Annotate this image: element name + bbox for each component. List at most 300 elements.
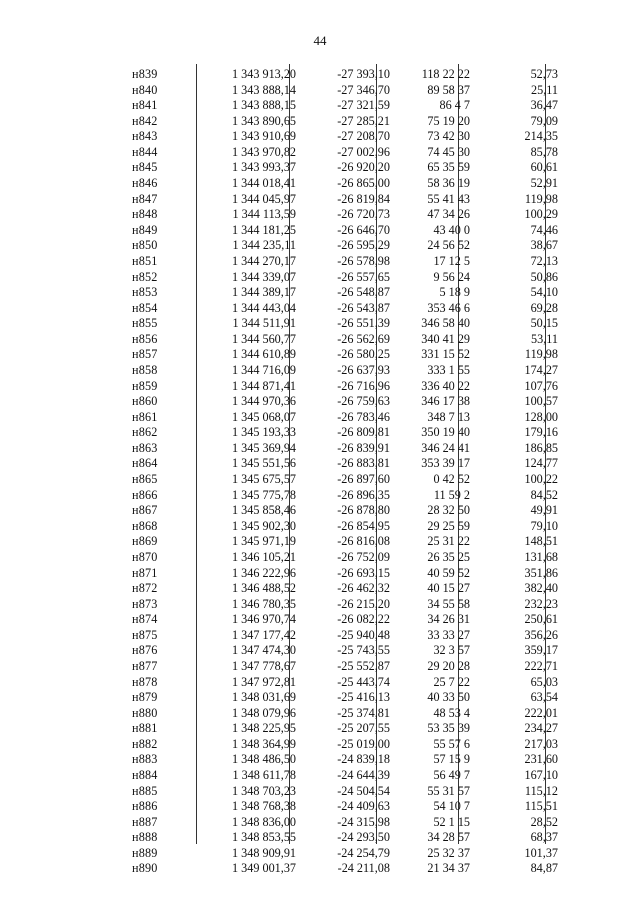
table-row [118,472,573,488]
bearing-cell: 353 46 6 [427,300,470,315]
y-coordinate-cell: -25 019,00 [337,736,390,751]
y-coordinate-cell: -27 321,59 [337,98,390,113]
bearing-cell: 336 40 22 [421,378,470,393]
length-cell: 38,67 [530,238,558,253]
bearing-cell: 34 55 58 [427,596,470,611]
bearing-cell: 346 58 40 [421,316,470,331]
y-coordinate-cell: -24 293,50 [337,830,390,845]
point-id-cell: н855 [132,316,158,331]
table-row [118,503,573,519]
table-row [118,332,573,348]
x-coordinate-cell: 1 343 890,65 [232,113,296,128]
x-coordinate-cell: 1 345 193,33 [232,425,296,440]
table-row [118,597,573,613]
point-id-cell: н841 [132,98,158,113]
bearing-cell: 0 42 52 [433,472,470,487]
length-cell: 234,27 [524,721,558,736]
point-id-cell: н856 [132,331,158,346]
y-coordinate-cell: -24 254,79 [337,845,390,860]
x-coordinate-cell: 1 344 560,77 [232,331,296,346]
bearing-cell: 58 36 19 [427,176,470,191]
bearing-cell: 331 15 52 [421,347,470,362]
table-row [118,784,573,800]
y-coordinate-cell: -27 346,70 [337,82,390,97]
x-coordinate-cell: 1 348 909,91 [232,845,296,860]
x-coordinate-cell: 1 348 853,55 [232,830,296,845]
bearing-cell: 28 32 50 [427,503,470,518]
y-coordinate-cell: -27 208,70 [337,129,390,144]
point-id-cell: н890 [132,861,158,876]
length-cell: 68,37 [530,830,558,845]
table-row [118,425,573,441]
length-cell: 79,09 [530,113,558,128]
length-cell: 28,52 [530,814,558,829]
point-id-cell: н863 [132,440,158,455]
length-cell: 128,00 [524,409,558,424]
length-cell: 174,27 [524,362,558,377]
bearing-cell: 55 31 57 [427,783,470,798]
x-coordinate-cell: 1 347 474,30 [232,643,296,658]
x-coordinate-cell: 1 344 181,25 [232,222,296,237]
y-coordinate-cell: -25 207,55 [337,721,390,736]
point-id-cell: н845 [132,160,158,175]
length-cell: 100,57 [524,394,558,409]
bearing-cell: 65 35 59 [427,160,470,175]
point-id-cell: н852 [132,269,158,284]
table-row [118,83,573,99]
point-id-cell: н848 [132,207,158,222]
y-coordinate-cell: -26 578,98 [337,253,390,268]
table-row [118,861,573,877]
length-cell: 186,85 [524,440,558,455]
bearing-cell: 26 35 25 [427,549,470,564]
y-coordinate-cell: -26 082,22 [337,612,390,627]
bearing-cell: 89 58 37 [427,82,470,97]
table-row [118,238,573,254]
table-row [118,675,573,691]
y-coordinate-cell: -26 897,60 [337,472,390,487]
table-row [118,176,573,192]
x-coordinate-cell: 1 343 910,69 [232,129,296,144]
y-coordinate-cell: -26 720,73 [337,207,390,222]
length-cell: 54,10 [530,285,558,300]
x-coordinate-cell: 1 347 972,81 [232,674,296,689]
table-row [118,254,573,270]
y-coordinate-cell: -26 646,70 [337,222,390,237]
x-coordinate-cell: 1 343 888,14 [232,82,296,97]
table-row [118,846,573,862]
table-row [118,830,573,846]
length-cell: 119,98 [524,347,558,362]
y-coordinate-cell: -27 285,21 [337,113,390,128]
y-coordinate-cell: -25 743,55 [337,643,390,658]
y-coordinate-cell: -26 693,15 [337,565,390,580]
point-id-cell: н847 [132,191,158,206]
length-cell: 36,47 [530,98,558,113]
y-coordinate-cell: -26 562,69 [337,331,390,346]
bearing-cell: 43 40 0 [433,222,470,237]
point-id-cell: н877 [132,658,158,673]
point-id-cell: н865 [132,472,158,487]
table-row [118,129,573,145]
x-coordinate-cell: 1 348 031,69 [232,690,296,705]
x-coordinate-cell: 1 344 970,36 [232,394,296,409]
bearing-cell: 25 7 22 [433,674,470,689]
y-coordinate-cell: -26 637,93 [337,362,390,377]
bearing-cell: 40 15 27 [427,581,470,596]
point-id-cell: н861 [132,409,158,424]
table-row [118,519,573,535]
length-cell: 50,86 [530,269,558,284]
bearing-cell: 52 1 15 [433,814,470,829]
x-coordinate-cell: 1 343 888,15 [232,98,296,113]
table-row [118,67,573,83]
y-coordinate-cell: -26 759,63 [337,394,390,409]
y-coordinate-cell: -24 211,08 [337,861,390,876]
table-row [118,534,573,550]
length-cell: 52,91 [530,176,558,191]
length-cell: 115,51 [524,799,558,814]
point-id-cell: н879 [132,690,158,705]
y-coordinate-cell: -24 409,63 [337,799,390,814]
length-cell: 69,28 [530,300,558,315]
table-row [118,659,573,675]
bearing-cell: 40 59 52 [427,565,470,580]
length-cell: 85,78 [530,144,558,159]
x-coordinate-cell: 1 344 045,97 [232,191,296,206]
point-id-cell: н866 [132,487,158,502]
y-coordinate-cell: -26 752,09 [337,549,390,564]
length-cell: 359,17 [524,643,558,658]
bearing-cell: 75 19 20 [427,113,470,128]
table-row [118,98,573,114]
bearing-cell: 33 33 27 [427,627,470,642]
length-cell: 50,15 [530,316,558,331]
table-row [118,394,573,410]
point-id-cell: н854 [132,300,158,315]
point-id-cell: н869 [132,534,158,549]
table-row [118,379,573,395]
y-coordinate-cell: -26 854,95 [337,518,390,533]
bearing-cell: 25 32 37 [427,845,470,860]
bearing-cell: 118 22 22 [421,67,470,81]
bearing-cell: 348 7 13 [427,409,470,424]
bearing-cell: 333 1 55 [427,362,470,377]
bearing-cell: 25 31 22 [427,534,470,549]
x-coordinate-cell: 1 347 778,67 [232,658,296,673]
table-row [118,207,573,223]
table-row [118,114,573,130]
length-cell: 25,11 [531,82,558,97]
y-coordinate-cell: -26 920,20 [337,160,390,175]
table-row [118,752,573,768]
point-id-cell: н859 [132,378,158,393]
x-coordinate-cell: 1 345 675,57 [232,472,296,487]
point-id-cell: н862 [132,425,158,440]
coordinates-table-body [118,67,573,877]
bearing-cell: 53 35 39 [427,721,470,736]
point-id-cell: н867 [132,503,158,518]
x-coordinate-cell: 1 345 775,78 [232,487,296,502]
point-id-cell: н882 [132,736,158,751]
table-row [118,301,573,317]
point-id-cell: н853 [132,285,158,300]
y-coordinate-cell: -26 883,81 [337,456,390,471]
x-coordinate-cell: 1 344 339,07 [232,269,296,284]
table-row [118,270,573,286]
bearing-cell: 29 25 59 [427,518,470,533]
x-coordinate-cell: 1 348 364,99 [232,736,296,751]
point-id-cell: н875 [132,627,158,642]
table-row [118,643,573,659]
length-cell: 119,98 [524,191,558,206]
y-coordinate-cell: -26 783,46 [337,409,390,424]
x-coordinate-cell: 1 343 993,37 [232,160,296,175]
table-row [118,347,573,363]
length-cell: 53,11 [531,331,558,346]
length-cell: 74,46 [530,222,558,237]
table-row [118,737,573,753]
point-id-cell: н846 [132,176,158,191]
table-row [118,410,573,426]
y-coordinate-cell: -27 393,10 [337,67,390,81]
bearing-cell: 32 3 57 [433,643,470,658]
x-coordinate-cell: 1 346 780,35 [232,596,296,611]
point-id-cell: н840 [132,82,158,97]
y-coordinate-cell: -26 580,25 [337,347,390,362]
x-coordinate-cell: 1 343 913,20 [232,67,296,81]
x-coordinate-cell: 1 345 858,46 [232,503,296,518]
y-coordinate-cell: -25 374,81 [337,705,390,720]
length-cell: 351,86 [524,565,558,580]
length-cell: 115,12 [524,783,558,798]
length-cell: 84,87 [530,861,558,876]
point-id-cell: н876 [132,643,158,658]
table-row [118,706,573,722]
length-cell: 382,40 [524,581,558,596]
x-coordinate-cell: 1 345 068,07 [232,409,296,424]
x-coordinate-cell: 1 348 079,96 [232,705,296,720]
table-row [118,145,573,161]
y-coordinate-cell: -27 002,96 [337,144,390,159]
point-id-cell: н860 [132,394,158,409]
point-id-cell: н884 [132,768,158,783]
y-coordinate-cell: -26 839,91 [337,440,390,455]
point-id-cell: н872 [132,581,158,596]
length-cell: 232,23 [524,596,558,611]
length-cell: 179,16 [524,425,558,440]
point-id-cell: н857 [132,347,158,362]
y-coordinate-cell: -26 896,35 [337,487,390,502]
y-coordinate-cell: -26 865,00 [337,176,390,191]
y-coordinate-cell: -25 416,13 [337,690,390,705]
length-cell: 52,73 [530,67,558,81]
table-row [118,721,573,737]
length-cell: 107,76 [524,378,558,393]
table-row [118,799,573,815]
x-coordinate-cell: 1 344 716,09 [232,362,296,377]
length-cell: 100,29 [524,207,558,222]
bearing-cell: 353 39 17 [421,456,470,471]
length-cell: 131,68 [524,549,558,564]
x-coordinate-cell: 1 349 001,37 [232,861,296,876]
length-cell: 217,03 [524,736,558,751]
point-id-cell: н839 [132,67,158,81]
point-id-cell: н881 [132,721,158,736]
bearing-cell: 47 34 26 [427,207,470,222]
point-id-cell: н883 [132,752,158,767]
table-row [118,690,573,706]
bearing-cell: 17 12 5 [433,253,470,268]
bearing-cell: 34 26 31 [427,612,470,627]
point-id-cell: н843 [132,129,158,144]
length-cell: 100,22 [524,472,558,487]
point-id-cell: н878 [132,674,158,689]
length-cell: 84,52 [530,487,558,502]
y-coordinate-cell: -24 839,18 [337,752,390,767]
y-coordinate-cell: -24 644,39 [337,768,390,783]
y-coordinate-cell: -26 595,29 [337,238,390,253]
point-id-cell: н874 [132,612,158,627]
x-coordinate-cell: 1 348 703,23 [232,783,296,798]
bearing-cell: 55 57 6 [433,736,470,751]
x-coordinate-cell: 1 344 113,59 [232,207,296,222]
point-id-cell: н850 [132,238,158,253]
length-cell: 101,37 [524,845,558,860]
point-id-cell: н851 [132,253,158,268]
bearing-cell: 29 20 28 [427,658,470,673]
length-cell: 65,03 [530,674,558,689]
bearing-cell: 350 19 40 [421,425,470,440]
y-coordinate-cell: -25 940,48 [337,627,390,642]
x-coordinate-cell: 1 345 902,30 [232,518,296,533]
y-coordinate-cell: -26 816,08 [337,534,390,549]
y-coordinate-cell: -24 315,98 [337,814,390,829]
table-row [118,160,573,176]
table-row [118,363,573,379]
x-coordinate-cell: 1 347 177,42 [232,627,296,642]
length-cell: 63,54 [530,690,558,705]
bearing-cell: 21 34 37 [427,861,470,876]
bearing-cell: 346 24 41 [421,440,470,455]
table-row [118,316,573,332]
table-row [118,768,573,784]
bearing-cell: 5 18 9 [439,285,470,300]
bearing-cell: 40 33 50 [427,690,470,705]
table-row [118,456,573,472]
x-coordinate-cell: 1 346 222,96 [232,565,296,580]
table-row [118,815,573,831]
length-cell: 356,26 [524,627,558,642]
point-id-cell: н849 [132,222,158,237]
x-coordinate-cell: 1 348 836,00 [232,814,296,829]
coordinates-table [118,67,573,877]
page-number: 44 [313,33,327,48]
bearing-cell: 24 56 52 [427,238,470,253]
y-coordinate-cell: -26 543,87 [337,300,390,315]
bearing-cell: 11 59 2 [433,487,470,502]
x-coordinate-cell: 1 345 369,94 [232,440,296,455]
table-row [118,612,573,628]
x-coordinate-cell: 1 348 225,95 [232,721,296,736]
y-coordinate-cell: -25 552,87 [337,658,390,673]
bearing-cell: 346 17 38 [421,394,470,409]
point-id-cell: н885 [132,783,158,798]
point-id-cell: н888 [132,830,158,845]
point-id-cell: н886 [132,799,158,814]
point-id-cell: н842 [132,113,158,128]
length-cell: 214,35 [524,129,558,144]
table-row [118,285,573,301]
x-coordinate-cell: 1 346 970,74 [232,612,296,627]
length-cell: 222,71 [524,658,558,673]
length-cell: 124,77 [524,456,558,471]
x-coordinate-cell: 1 343 970,82 [232,144,296,159]
length-cell: 167,10 [524,768,558,783]
x-coordinate-cell: 1 345 971,19 [232,534,296,549]
point-id-cell: н873 [132,596,158,611]
table-row [118,550,573,566]
y-coordinate-cell: -26 716,96 [337,378,390,393]
x-coordinate-cell: 1 344 235,11 [232,238,296,253]
point-id-cell: н844 [132,144,158,159]
point-id-cell: н880 [132,705,158,720]
length-cell: 49,91 [530,503,558,518]
y-coordinate-cell: -26 819,84 [337,191,390,206]
y-coordinate-cell: -26 809,81 [337,425,390,440]
x-coordinate-cell: 1 344 610,89 [232,347,296,362]
point-id-cell: н889 [132,845,158,860]
y-coordinate-cell: -26 878,80 [337,503,390,518]
table-row [118,192,573,208]
bearing-cell: 57 15 9 [433,752,470,767]
x-coordinate-cell: 1 344 443,04 [232,300,296,315]
point-id-cell: н868 [132,518,158,533]
x-coordinate-cell: 1 344 511,91 [232,316,296,331]
bearing-cell: 86 4 7 [439,98,470,113]
length-cell: 250,61 [524,612,558,627]
length-cell: 79,10 [530,518,558,533]
bearing-cell: 55 41 43 [427,191,470,206]
table-row [118,566,573,582]
length-cell: 148,51 [524,534,558,549]
x-coordinate-cell: 1 348 486,50 [232,752,296,767]
x-coordinate-cell: 1 344 018,41 [232,176,296,191]
bearing-cell: 56 49 7 [433,768,470,783]
x-coordinate-cell: 1 344 389,17 [232,285,296,300]
table-row [118,223,573,239]
length-cell: 222,01 [524,705,558,720]
table-row [118,441,573,457]
point-id-cell: н858 [132,362,158,377]
y-coordinate-cell: -26 557,65 [337,269,390,284]
y-coordinate-cell: -25 443,74 [337,674,390,689]
y-coordinate-cell: -26 215,20 [337,596,390,611]
x-coordinate-cell: 1 344 871,41 [232,378,296,393]
x-coordinate-cell: 1 345 551,56 [232,456,296,471]
point-id-cell: н870 [132,549,158,564]
bearing-cell: 74 45 30 [427,144,470,159]
table-row [118,628,573,644]
length-cell: 231,60 [524,752,558,767]
bearing-cell: 9 56 24 [433,269,470,284]
x-coordinate-cell: 1 348 611,78 [232,768,296,783]
table-row [118,488,573,504]
x-coordinate-cell: 1 346 105,21 [232,549,296,564]
x-coordinate-cell: 1 344 270,17 [232,253,296,268]
y-coordinate-cell: -26 548,87 [337,285,390,300]
y-coordinate-cell: -26 551,39 [337,316,390,331]
